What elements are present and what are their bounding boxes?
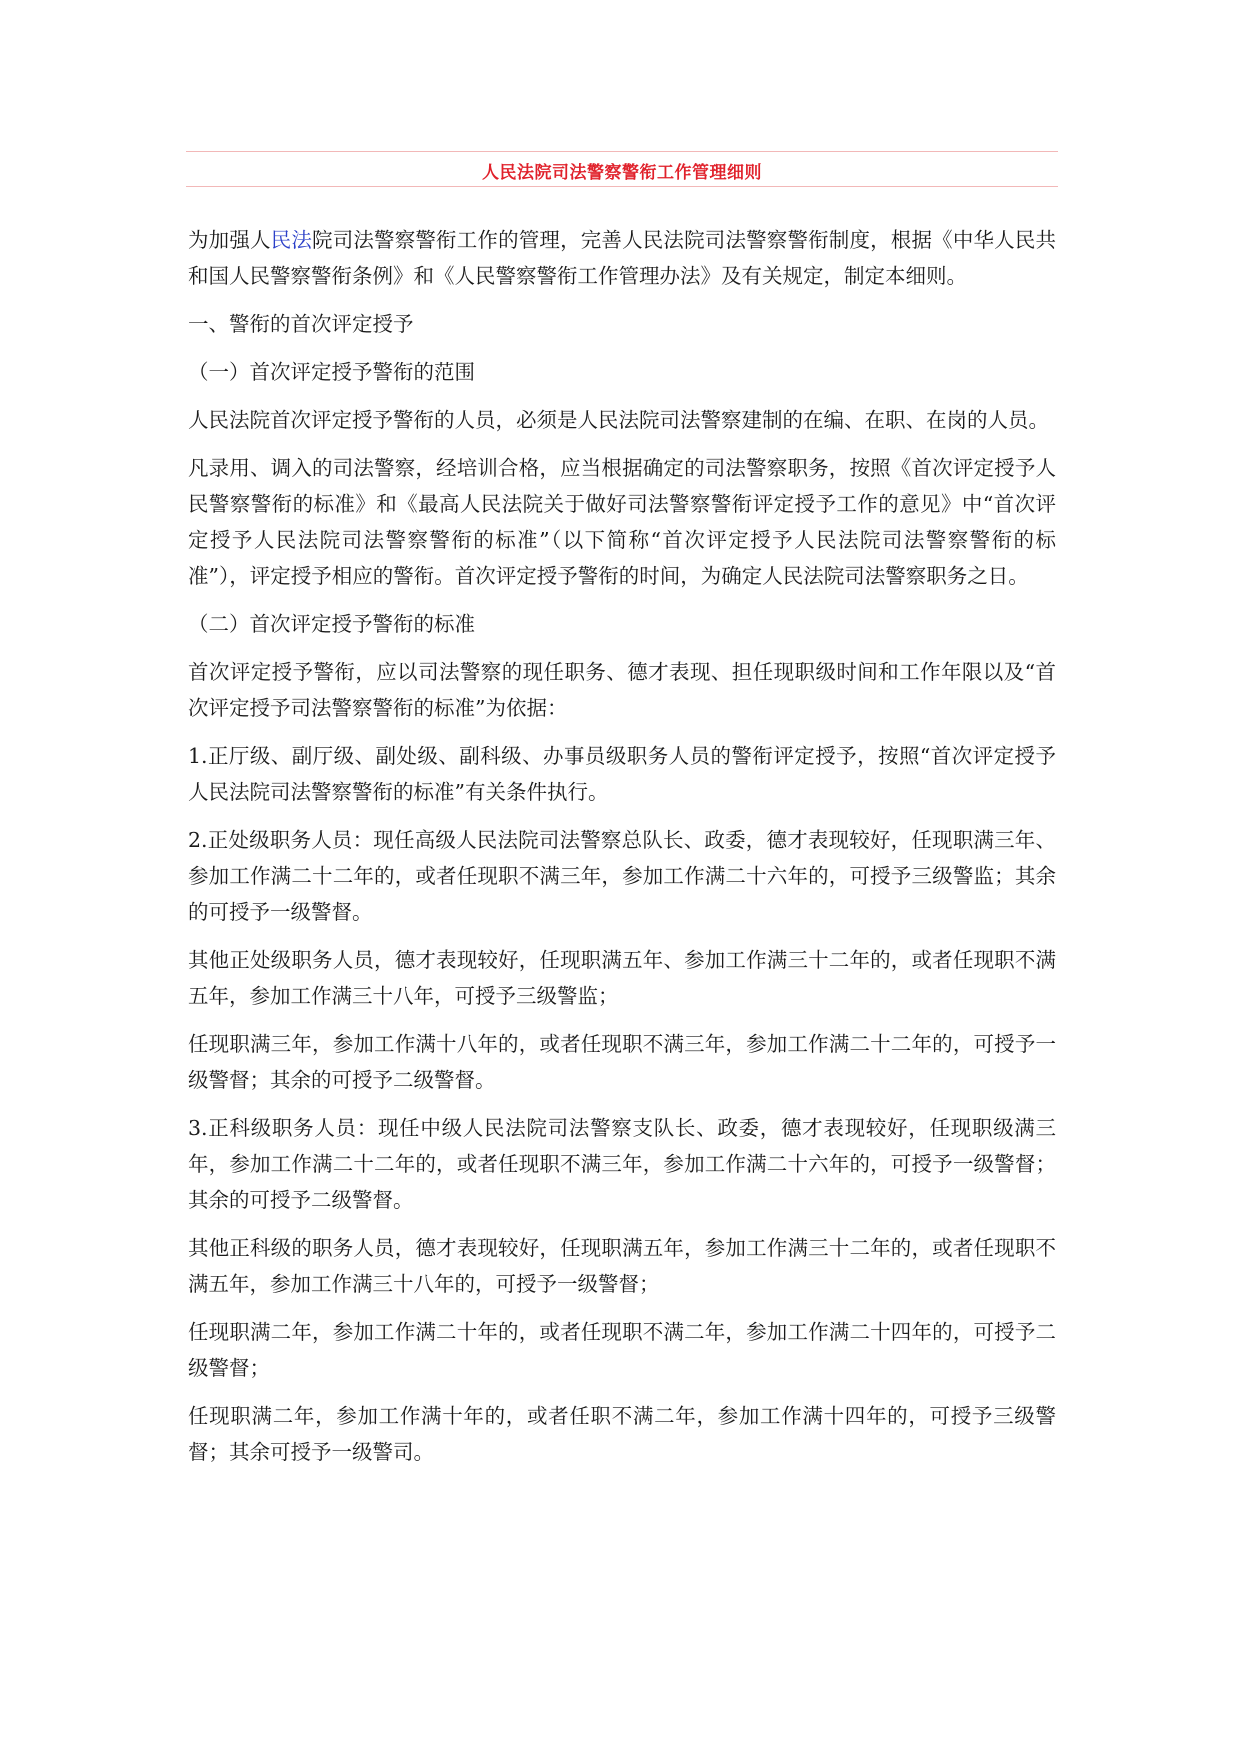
title-bottom-rule	[186, 186, 1058, 187]
paragraph-item-3: 3.正科级职务人员：现任中级人民法院司法警察支队长、政委，德才表现较好，任现职级满三年，参加工作满二十二年的，或者任现职不满三年，参加工作满二十六年的，可授予一级警督；其余的可授予二级警督。	[188, 1116, 1056, 1212]
paragraph-item-1: 1.正厅级、副厅级、副处级、副科级、办事员级职务人员的警衔评定授予，按照“首次评定授予人民法院司法警察警衔的标准”有关条件执行。	[188, 744, 1056, 804]
intro-paragraph	[188, 222, 1056, 294]
title-top-rule	[186, 151, 1058, 152]
paragraph-section-two-years: 任现职满二年，参加工作满二十年的，或者任现职不满二年，参加工作满二十四年的，可授予二级警督；	[188, 1320, 1056, 1380]
subsection-heading-2: （二）首次评定授予警衔的标准	[188, 612, 475, 636]
civil-law-link[interactable]: 民法	[270, 228, 313, 252]
document-title: 人民法院司法警察警衔工作管理细则	[482, 163, 762, 183]
paragraph-other-section: 其他正科级的职务人员，德才表现较好，任现职满五年，参加工作满三十二年的，或者任现职不满五年，参加工作满三十八年的，可授予一级警督；	[188, 1236, 1056, 1296]
paragraph-item-2: 2.正处级职务人员：现任高级人民法院司法警察总队长、政委，德才表现较好，任现职满三年、参加工作满二十二年的，或者任现职不满三年，参加工作满二十六年的，可授予三级警监；其余的可授予一级警督。	[188, 828, 1056, 924]
paragraph-other-division: 其他正处级职务人员，德才表现较好，任现职满五年、参加工作满三十二年的，或者任现职不满五年，参加工作满三十八年，可授予三级警监；	[188, 948, 1056, 1008]
paragraph-criteria: 首次评定授予警衔，应以司法警察的现任职务、德才表现、担任现职级时间和工作年限以及“首次评定授予司法警察警衔的标准”为依据：	[188, 660, 1056, 720]
subsection-heading-1: （一）首次评定授予警衔的范围	[188, 360, 475, 384]
paragraph-scope: 人民法院首次评定授予警衔的人员，必须是人民法院司法警察建制的在编、在职、在岗的人员。	[188, 408, 1049, 432]
intro-text-start: 为加强人	[188, 228, 271, 252]
paragraph-recruitment: 凡录用、调入的司法警察，经培训合格，应当根据确定的司法警察职务，按照《首次评定授予人民警察警衔的标准》和《最高人民法院关于做好司法警察警衔评定授予工作的意见》中“首次评定授予人民法院司法警察警衔的标准”（以下简称“首次评定授予人民法院司法警察警衔的标准”），评定授予相应的警衔。首次评定授予警衔的时间，为确定人民法院司法警察职务之日。	[188, 456, 1056, 588]
paragraph-section-ten-years: 任现职满二年，参加工作满十年的，或者任职不满二年，参加工作满十四年的，可授予三级警督；其余可授予一级警司。	[188, 1404, 1056, 1464]
paragraph-division-tenure: 任现职满三年，参加工作满十八年的，或者任现职不满三年，参加工作满二十二年的，可授予一级警督；其余的可授予二级警督。	[188, 1032, 1056, 1092]
section-heading-1: 一、警衔的首次评定授予	[188, 312, 414, 336]
intro-text-rest: 院司法警察警衔工作的管理，完善人民法院司法警察警衔制度，根据《中华人民共和国人民警察警衔条例》和《人民警察警衔工作管理办法》及有关规定，制定本细则。	[188, 228, 1057, 288]
document-body	[188, 222, 1056, 1482]
